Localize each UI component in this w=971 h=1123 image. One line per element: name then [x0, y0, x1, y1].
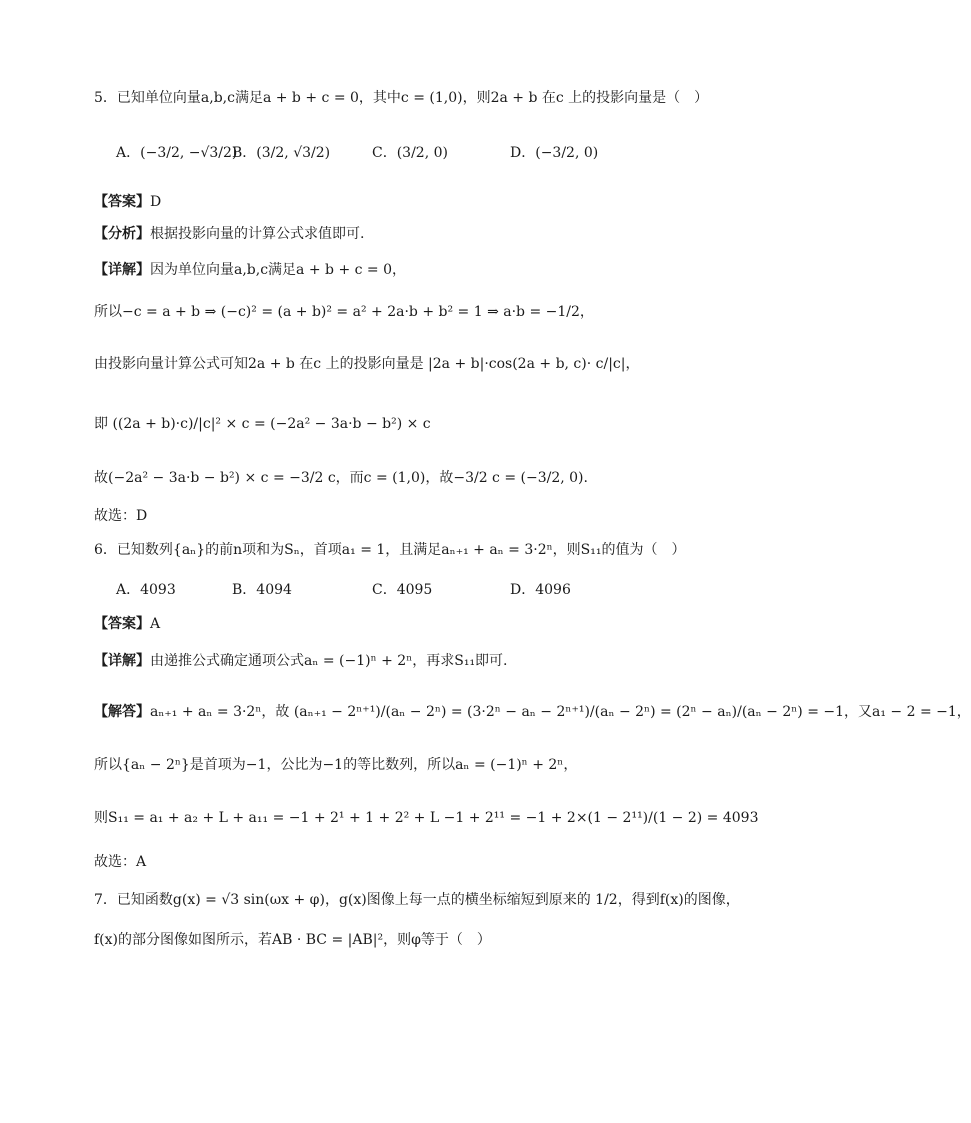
q6-conclusion: 故选：A [94, 854, 147, 870]
q5-detail-tag: 【详解】 [94, 262, 150, 278]
q5-analysis [94, 224, 364, 244]
q5-conclusion: 故选：D [94, 508, 148, 524]
q6-option-d: D．4096 [510, 582, 571, 598]
q5-detail-line-1 [94, 260, 406, 280]
q6-option-a: A．4093 [116, 582, 176, 598]
q6-option-b: B．4094 [232, 582, 292, 598]
q5-detail-line-3: 由投影向量计算公式可知2a + b 在c 上的投影向量是 |2a + b|·cos(2a + b, c)· c/|c|， [94, 356, 640, 372]
q5-detail-line-5: 故(−2a² − 3a·b − b²) × c = −3/2 c，而c = (1,0)，故−3/2 c = (−3/2, 0). [94, 470, 588, 486]
q5-option-c [372, 143, 448, 163]
q5-analysis-tag: 【分析】 [94, 226, 150, 242]
q5-option-b [232, 143, 330, 163]
q6-solution-line-3: 则S₁₁ = a₁ + a₂ + L + a₁₁ = −1 + 2¹ + 1 + 2² + L −1 + 2¹¹ = −1 + 2×(1 − 2¹¹)/(1 − 2) = 4093 [94, 810, 759, 826]
q5-answer-value: D [150, 194, 162, 210]
q6-answer-value: A [150, 616, 161, 632]
q5-detail-text-1: 因为单位向量a,b,c满足a + b + c = 0， [150, 262, 406, 278]
q7-stem-line-1: 7．已知函数g(x) = √3 sin(ωx + φ)，g(x)图像上每一点的横坐标缩短到原来的 1/2，得到f(x)的图像， [94, 892, 740, 908]
q5-option-b-label: B． [232, 145, 257, 161]
q5-option-c-label: C． [372, 145, 397, 161]
q5-option-d [510, 143, 598, 163]
q5-detail-line-4: 即 ((2a + b)·c)/|c|² × c = (−2a² − 3a·b − b²) × c [94, 416, 431, 432]
q5-option-d-label: D． [510, 145, 536, 161]
q5-stem: 5．已知单位向量a,b,c满足a + b + c = 0，其中c = (1,0)，则2a + b 在c 上的投影向量是（ ） [94, 90, 709, 106]
q6-detail-text: 由递推公式确定通项公式aₙ = (−1)ⁿ + 2ⁿ，再求S₁₁即可. [150, 653, 508, 669]
q5-option-a [116, 143, 237, 163]
q5-option-a-body: (−3/2, −√3/2) [140, 145, 238, 161]
q6-solution-text-1: aₙ₊₁ + aₙ = 3·2ⁿ，故 (aₙ₊₁ − 2ⁿ⁺¹)/(aₙ − 2ⁿ) = (3·2ⁿ − aₙ − 2ⁿ⁺¹)/(aₙ − 2ⁿ) = (2ⁿ − aₙ)/(aₙ − 2ⁿ) = −1，又a₁ − 2 = −1， [150, 704, 971, 720]
q5-option-d-body: (−3/2, 0) [535, 145, 599, 161]
q6-option-c: C．4095 [372, 582, 433, 598]
q6-solution-tag: 【解答】 [94, 704, 150, 720]
q6-stem: 6．已知数列{aₙ}的前n项和为Sₙ，首项a₁ = 1，且满足aₙ₊₁ + aₙ = 3·2ⁿ，则S₁₁的值为（ ） [94, 542, 686, 558]
q6-detail [94, 651, 508, 671]
q5-option-c-body: (3/2, 0) [396, 145, 448, 161]
q5-analysis-text: 根据投影向量的计算公式求值即可. [150, 226, 365, 242]
q5-detail-line-2: 所以−c = a + b ⇒ (−c)² = (a + b)² = a² + 2a·b + b² = 1 ⇒ a·b = −1/2， [94, 304, 594, 320]
q5-option-b-body: (3/2, √3/2) [256, 145, 331, 161]
q5-option-a-label: A． [116, 145, 141, 161]
q6-detail-tag: 【详解】 [94, 653, 150, 669]
q5-answer [94, 192, 161, 212]
q7-stem-line-2: f(x)的部分图像如图所示，若AB · BC = |AB|²，则φ等于（ ） [94, 932, 491, 948]
q6-solution-line-2: 所以{aₙ − 2ⁿ}是首项为−1，公比为−1的等比数列，所以aₙ = (−1)ⁿ + 2ⁿ， [94, 757, 578, 773]
q6-solution-line-1 [94, 702, 971, 722]
q6-answer-tag: 【答案】 [94, 616, 150, 632]
q5-answer-tag: 【答案】 [94, 194, 150, 210]
q6-answer [94, 614, 160, 634]
